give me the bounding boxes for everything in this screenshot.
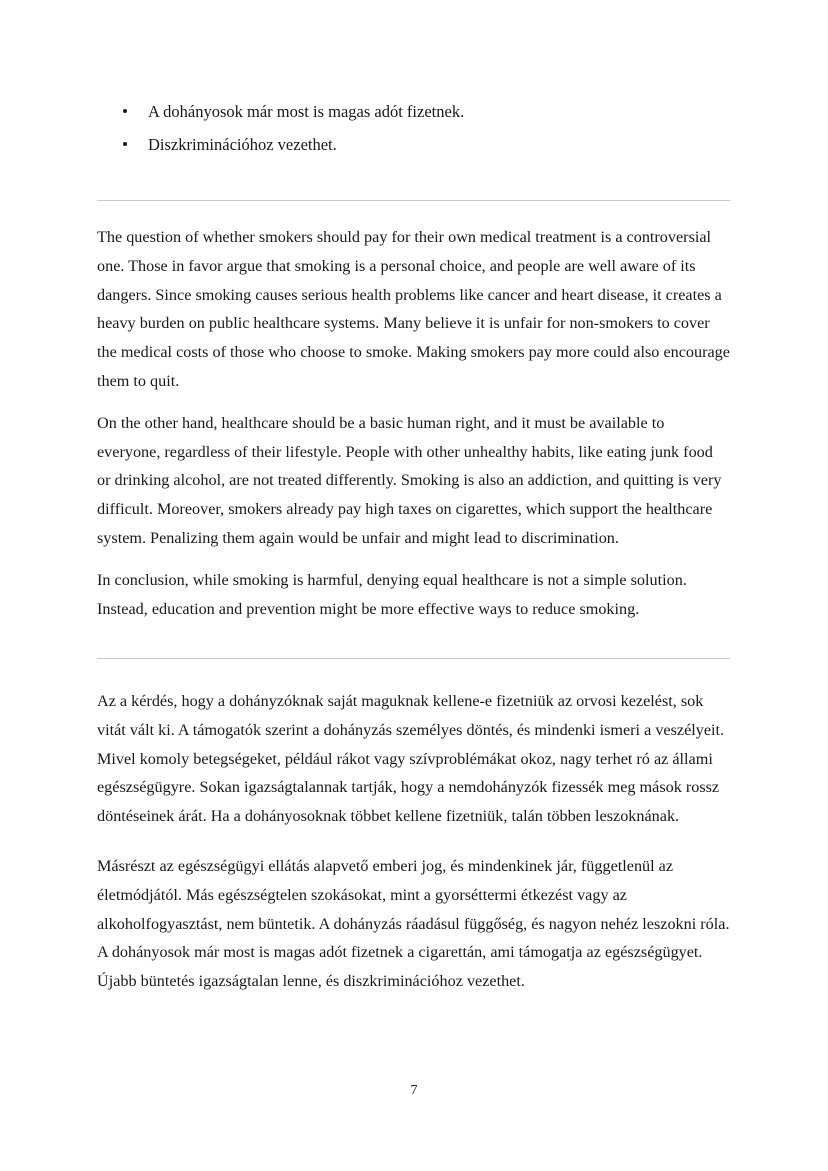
page-content (97, 0, 730, 995)
english-section (97, 201, 730, 623)
hungarian-section (97, 659, 730, 995)
bullet-dot-icon (123, 142, 127, 146)
paragraph: The question of whether smokers should pay for their own medical treatment is a controversial one. Those in favor argue that smoking is a personal choice, and people are well aware of its dangers. Since smoking causes serious health problems like cancer and heart disease, it creates a heavy burden on public healthcare systems. Many believe it is unfair for non-smokers to cover the medical costs of those who choose to smoke. Making smokers pay more could also encourage them to quit. (97, 228, 730, 390)
list-item-text: A dohányosok már most is magas adót fizetnek. (148, 102, 465, 121)
list-item-text: Diszkriminációhoz vezethet. (148, 135, 337, 154)
bullet-list (97, 0, 730, 161)
page-number: 7 (410, 1083, 418, 1098)
paragraph: In conclusion, while smoking is harmful, denying equal healthcare is not a simple solution. Instead, education and prevention might be more effective ways to reduce smoking. (97, 570, 687, 618)
list-item (97, 128, 730, 161)
list-item (97, 95, 730, 128)
bullet-dot-icon (123, 109, 127, 113)
paragraph: Másrészt az egészségügyi ellátás alapvető emberi jog, és mindenkinek jár, függetlenül az életmódjától. Más egészségtelen szokásokat, mint a gyorséttermi étkezést vagy az alkoholfogyasztást, nem büntetik. A dohányzás ráadásul függőség, és nagyon nehéz leszokni róla. A dohányosok már most is magas adót fizetnek a cigarettán, ami támogatja az egészségügyet. Újabb büntetés igazságtalan lenne, és diszkriminációhoz vezethet. (97, 857, 730, 990)
paragraph: Az a kérdés, hogy a dohányzóknak saját maguknak kellene-e fizetniük az orvosi kezelést, sok vitát vált ki. A támogatók szerint a dohányzás személyes döntés, és mindenki ismeri a veszélyeit. Mivel komoly betegségeket, például rákot vagy szívproblémákat okoz, nagy terhet ró az állami egészségügyre. Sokan igazságtalannak tartják, hogy a nemdohányzók fizessék meg mások rossz döntéseinek árát. Ha a dohányosoknak többet kellene fizetniük, talán többen leszoknának. (97, 692, 725, 825)
paragraph: On the other hand, healthcare should be a basic human right, and it must be available to everyone, regardless of their lifestyle. People with other unhealthy habits, like eating junk food or drinking alcohol, are not treated differently. Smoking is also an addiction, and quitting is very difficult. Moreover, smokers already pay high taxes on cigarettes, which support the healthcare system. Penalizing them again would be unfair and might lead to discrimination. (97, 413, 722, 547)
